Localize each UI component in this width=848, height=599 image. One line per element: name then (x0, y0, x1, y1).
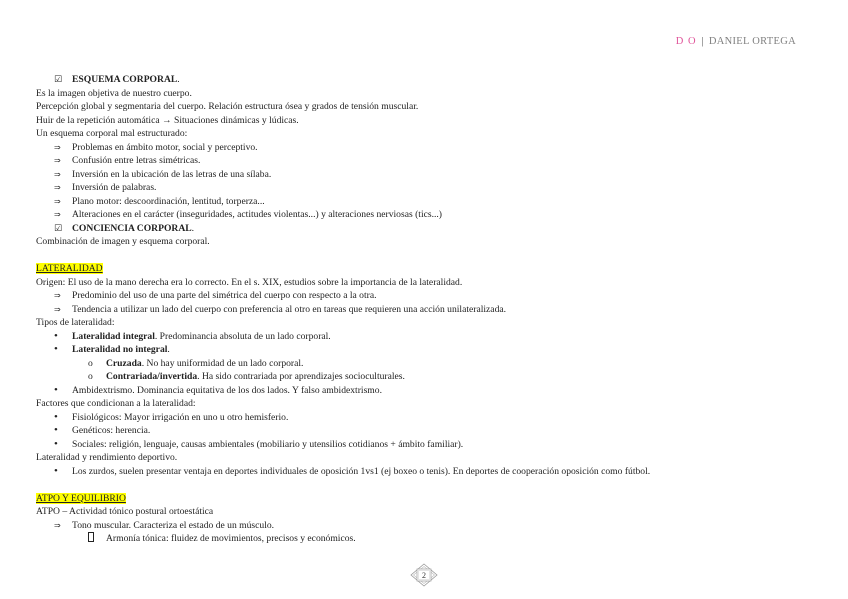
list-item (36, 73, 826, 87)
paragraph-line (36, 87, 826, 101)
section-heading (36, 492, 826, 506)
list-item (36, 424, 826, 438)
line-text: Percepción global y segmentaria del cuerpo. Relación estructura ósea y grados de tensión muscular. (36, 101, 419, 112)
paragraph-line (36, 235, 826, 249)
header-separator: | (701, 36, 704, 47)
list-item (36, 289, 826, 303)
line-text: Inversión de palabras. (72, 182, 157, 193)
line-text: Tendencia a utilizar un lado del cuerpo con preferencia al otro en tareas que requieren una acción unilateralizada. (72, 303, 507, 315)
list-item (36, 168, 826, 182)
list-item (36, 208, 826, 222)
paragraph-line (36, 397, 826, 411)
line-text: ATPO – Actividad tónico postural ortoestática (36, 506, 214, 517)
square-bullet-icon (88, 532, 94, 542)
line-text: . Ha sido contrariada por aprendizajes socioculturales. (197, 371, 405, 382)
paragraph-line (36, 127, 826, 141)
line-text: . (177, 74, 180, 85)
line-text: Huir de la repetición automática → Situaciones dinámicas y lúdicas. (36, 114, 299, 126)
line-text: Ambidextrismo. Dominancia equitativa de los dos lados. Y falso ambidextrismo. (72, 384, 382, 396)
list-item (36, 154, 826, 168)
list-item (36, 465, 826, 479)
spacer (36, 249, 826, 263)
bullet-marker-icon: • (54, 424, 58, 436)
line-text: Un esquema corporal mal estructurado: (36, 128, 188, 139)
page-number-badge (410, 563, 438, 587)
line-text: . No hay uniformidad de un lado corporal. (141, 357, 304, 369)
list-item (36, 303, 826, 317)
author-initials: D O (675, 36, 697, 47)
line-text: Origen: El uso de la mano derecha era lo correcto. En el s. XIX, estudios sobre la importancia de la lateralidad. (36, 276, 463, 288)
spacer (36, 478, 826, 492)
circle-marker-icon: o (88, 371, 93, 382)
paragraph-line (36, 451, 826, 465)
line-text: Los zurdos, suelen presentar ventaja en deportes individuales de oposición 1vs1 (ej boxeo o tenis). En deportes de cooperación oposición como fútbol. (72, 465, 651, 477)
arrow-marker-icon: ⇒ (54, 291, 61, 300)
check-marker-icon: ☑ (54, 75, 63, 85)
line-text: Alteraciones en el carácter (inseguridades, actitudes violentas...) y alteraciones nerviosas (tics...) (72, 209, 443, 220)
line-text: Combinación de imagen y esquema corporal. (36, 236, 210, 247)
section-heading (36, 262, 826, 276)
list-item (36, 343, 826, 357)
paragraph-line (36, 276, 826, 290)
list-item (36, 141, 826, 155)
circle-marker-icon: o (88, 357, 93, 369)
arrow-marker-icon: ⇒ (54, 183, 61, 192)
author-name: DANIEL ORTEGA (708, 36, 796, 47)
arrow-marker-icon: ⇒ (54, 156, 61, 165)
line-text: Armonía tónica: fluidez de movimientos, precisos y económicos. (106, 533, 356, 544)
paragraph-line (36, 505, 826, 519)
line-text: Genéticos: herencia. (72, 425, 151, 436)
bullet-marker-icon: • (54, 464, 58, 477)
list-item (36, 330, 826, 344)
line-text: Sociales: religión, lenguaje, causas ambientales (mobiliario y utensilios cotidianos + ámbito familiar). (72, 438, 464, 450)
arrow-marker-icon: ⇒ (54, 196, 61, 206)
line-text: Fisiológicos: Mayor irrigación en uno u otro hemisferio. (72, 411, 289, 423)
bold-term: Lateralidad integral (72, 330, 155, 342)
list-item (36, 370, 826, 384)
list-item (36, 357, 826, 371)
page-number: 2 (422, 571, 426, 580)
line-text: . (167, 344, 170, 355)
line-text: Plano motor: descoordinación, lentitud, torperza... (72, 195, 265, 207)
bullet-marker-icon: • (54, 343, 58, 355)
arrow-marker-icon: ⇒ (54, 169, 61, 179)
arrow-marker-icon: ⇒ (54, 304, 61, 314)
bold-term: Contrariada/invertida (106, 371, 198, 382)
bold-term: ESQUEMA CORPORAL (72, 74, 178, 85)
line-text: Tono muscular. Caracteriza el estado de un músculo. (72, 519, 275, 531)
line-text: Lateralidad y rendimiento deportivo. (36, 452, 178, 463)
bold-term: CONCIENCIA CORPORAL (72, 222, 192, 234)
list-item (36, 384, 826, 398)
paragraph-line (36, 100, 826, 114)
arrow-marker-icon: ⇒ (54, 210, 61, 219)
arrow-marker-icon: ⇒ (54, 142, 61, 152)
list-item (36, 519, 826, 533)
document-body (36, 73, 826, 546)
paragraph-line (36, 114, 826, 128)
page-header (676, 36, 796, 47)
bullet-marker-icon: • (54, 410, 58, 423)
check-marker-icon: ☑ (54, 223, 63, 234)
line-text: Inversión en la ubicación de las letras de una sílaba. (72, 168, 272, 180)
list-item (36, 195, 826, 209)
ornament-icon (410, 563, 438, 587)
line-text: . (191, 222, 195, 234)
highlighted-heading: ATPO Y EQUILIBRIO (36, 492, 126, 504)
bold-term: Lateralidad no integral (72, 344, 168, 355)
list-item (36, 532, 826, 546)
bold-term: Cruzada (106, 357, 142, 369)
paragraph-line (36, 316, 826, 330)
list-item (36, 181, 826, 195)
list-item (36, 438, 826, 452)
line-text: Factores que condicionan a la lateralidad: (36, 398, 196, 409)
bullet-marker-icon: • (54, 329, 58, 342)
bullet-marker-icon: • (54, 383, 58, 396)
bullet-marker-icon: • (54, 437, 58, 450)
line-text: Predominio del uso de una parte del simétrica del cuerpo con respecto a la otra. (72, 290, 377, 301)
line-text: Es la imagen objetiva de nuestro cuerpo. (36, 87, 192, 99)
line-text: . Predominancia absoluta de un lado corporal. (154, 330, 331, 342)
highlighted-heading: LATERALIDAD (36, 263, 103, 274)
line-text: Problemas en ámbito motor, social y perceptivo. (72, 141, 258, 153)
list-item (36, 222, 826, 236)
arrow-marker-icon: ⇒ (54, 520, 61, 530)
line-text: Confusión entre letras simétricas. (72, 155, 201, 166)
line-text: Tipos de lateralidad: (36, 317, 115, 328)
list-item (36, 411, 826, 425)
